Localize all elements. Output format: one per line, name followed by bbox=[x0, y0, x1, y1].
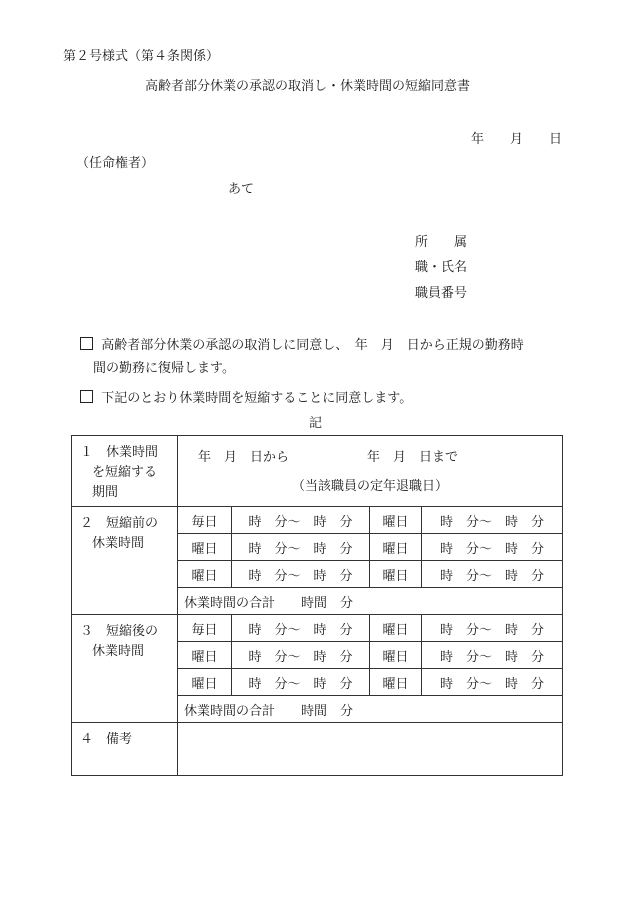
before-row-1 bbox=[72, 507, 563, 534]
after-label: ３ 短縮後の 休業時間 bbox=[72, 615, 178, 723]
document-title: 高齢者部分休業の承認の取消し・休業時間の短縮同意書 bbox=[145, 79, 471, 94]
total-cell[interactable]: 休業時間の合計 時間 分 bbox=[178, 588, 563, 615]
day-cell[interactable]: 曜日 bbox=[370, 642, 422, 669]
day-cell[interactable]: 曜日 bbox=[370, 561, 422, 588]
employee-number-label: 職員番号 bbox=[415, 286, 468, 301]
time-range-cell[interactable]: 時 分～ 時 分 bbox=[422, 507, 563, 534]
time-range-cell[interactable]: 時 分～ 時 分 bbox=[422, 642, 563, 669]
checkbox-icon[interactable] bbox=[80, 337, 93, 350]
option-shorten[interactable] bbox=[80, 390, 412, 405]
recipient: （任命権者） bbox=[76, 156, 155, 171]
checkbox-icon[interactable] bbox=[80, 390, 93, 403]
day-cell[interactable]: 曜日 bbox=[370, 534, 422, 561]
before-label: ２ 短縮前の 休業時間 bbox=[72, 507, 178, 615]
ki-mark: 記 bbox=[309, 416, 323, 431]
affiliation-label: 所 属 bbox=[415, 235, 468, 250]
time-range-cell[interactable]: 時 分～ 時 分 bbox=[422, 561, 563, 588]
day-cell[interactable]: 曜日 bbox=[178, 534, 232, 561]
leave-time-table bbox=[71, 435, 563, 776]
time-range-cell[interactable]: 時 分～ 時 分 bbox=[232, 507, 370, 534]
total-cell[interactable]: 休業時間の合計 時間 分 bbox=[178, 696, 563, 723]
time-range-cell[interactable]: 時 分～ 時 分 bbox=[232, 642, 370, 669]
day-cell[interactable]: 曜日 bbox=[370, 507, 422, 534]
position-name-label: 職・氏名 bbox=[415, 260, 468, 275]
addressee-suffix: あて bbox=[228, 182, 255, 197]
option-withdraw-text: 高齢者部分休業の承認の取消しに同意し、 年 月 日から正規の勤務時 bbox=[101, 338, 524, 353]
time-range-cell[interactable]: 時 分～ 時 分 bbox=[232, 669, 370, 696]
period-field[interactable]: 年 月 日から 年 月 日まで （当該職員の定年退職日） bbox=[178, 436, 563, 507]
time-range-cell[interactable]: 時 分～ 時 分 bbox=[422, 534, 563, 561]
time-range-cell[interactable]: 時 分～ 時 分 bbox=[232, 561, 370, 588]
day-cell[interactable]: 毎日 bbox=[178, 615, 232, 642]
option-shorten-text: 下記のとおり休業時間を短縮することに同意します。 bbox=[101, 391, 413, 406]
period-label: １ 休業時間 を短縮する 期間 bbox=[72, 436, 178, 507]
time-range-cell[interactable]: 時 分～ 時 分 bbox=[232, 534, 370, 561]
day-cell[interactable]: 毎日 bbox=[178, 507, 232, 534]
date-line: 年 月 日 bbox=[471, 132, 563, 147]
time-range-cell[interactable]: 時 分～ 時 分 bbox=[422, 615, 563, 642]
after-row-1 bbox=[72, 615, 563, 642]
time-range-cell[interactable]: 時 分～ 時 分 bbox=[232, 615, 370, 642]
time-range-cell[interactable]: 時 分～ 時 分 bbox=[422, 669, 563, 696]
option-withdraw[interactable] bbox=[80, 337, 524, 352]
remarks-row bbox=[72, 723, 563, 776]
remarks-field[interactable] bbox=[178, 723, 563, 776]
option-withdraw-cont: 間の勤務に復帰します。 bbox=[93, 361, 235, 376]
day-cell[interactable]: 曜日 bbox=[370, 669, 422, 696]
day-cell[interactable]: 曜日 bbox=[178, 561, 232, 588]
form-number: 第２号様式（第４条関係） bbox=[63, 49, 220, 64]
day-cell[interactable]: 曜日 bbox=[370, 615, 422, 642]
period-row bbox=[72, 436, 563, 507]
day-cell[interactable]: 曜日 bbox=[178, 642, 232, 669]
remarks-label: ４ 備考 bbox=[72, 723, 178, 776]
day-cell[interactable]: 曜日 bbox=[178, 669, 232, 696]
